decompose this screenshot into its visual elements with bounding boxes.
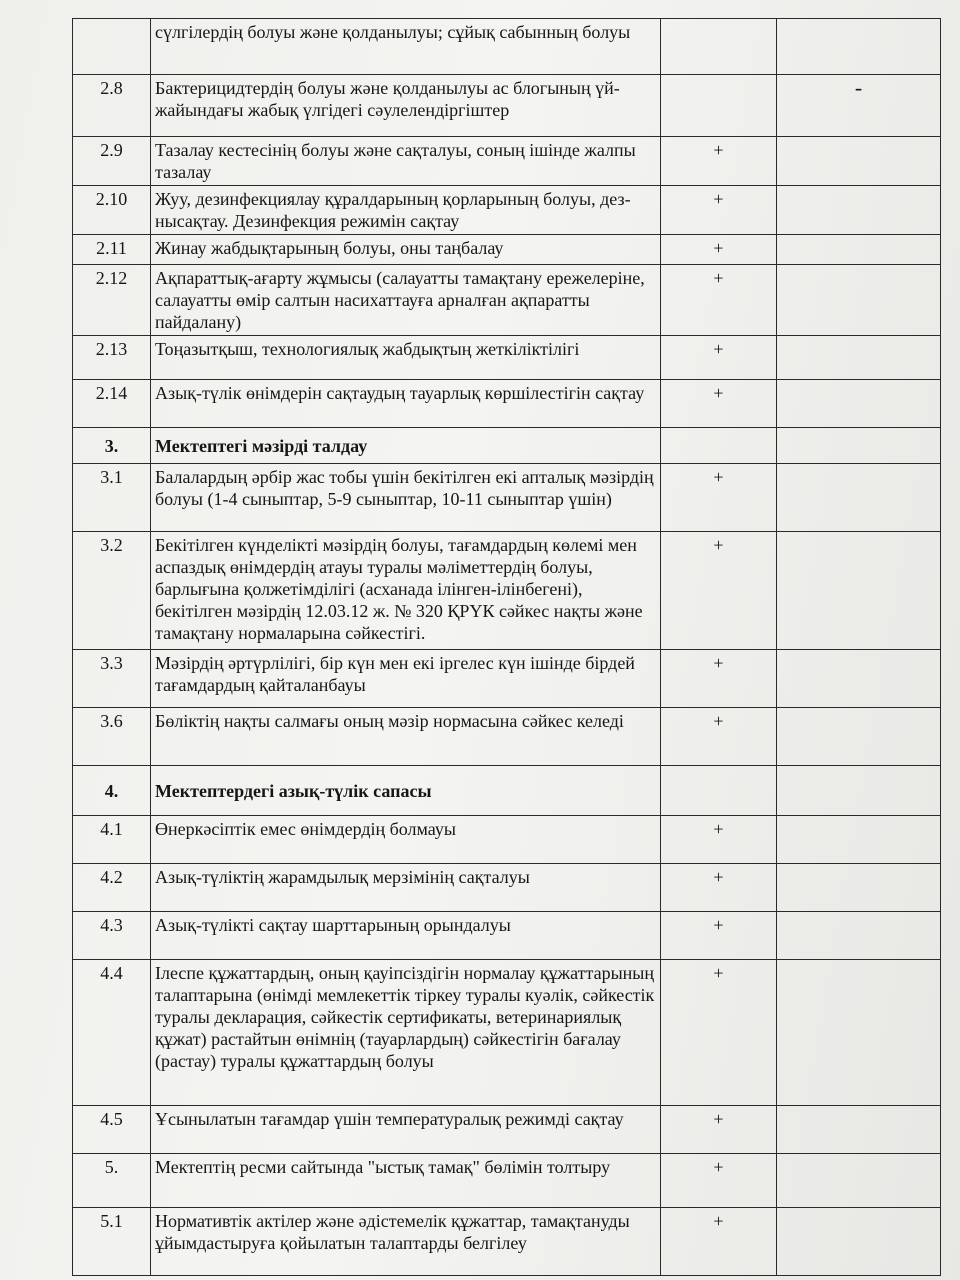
row-mark-secondary — [777, 19, 941, 75]
table-row — [73, 1208, 941, 1276]
row-mark: + — [661, 960, 777, 1106]
row-mark: + — [661, 186, 777, 235]
row-number: 3.2 — [73, 532, 151, 650]
row-number: 4.3 — [73, 912, 151, 960]
row-description: Ілеспе құжаттардың, оның қауіпсіздігін нормалау құжаттарының талаптарына (өнімді мемлекеттік тіркеу туралы куәлік, сәйкестік туралы декларация, сәйкестік сертификаты, ветеринариялық құжат) растайтын өнімнің (тауарлардың) сәйкестігін бағалау (растау) туралы құжаттардың болуы — [151, 960, 661, 1106]
row-description: Тоңазытқыш, технологиялық жабдықтың жеткіліктілігі — [151, 336, 661, 380]
row-description: сүлгілердің болуы және қолданылуы; сұйық сабынның болуы — [151, 19, 661, 75]
row-number — [73, 19, 151, 75]
row-mark-secondary — [777, 816, 941, 864]
row-description: Мектептің ресми сайтында "ыстық тамақ" бөлімін толтыру — [151, 1154, 661, 1208]
table-row — [73, 816, 941, 864]
table-row — [73, 19, 941, 75]
row-number: 2.8 — [73, 75, 151, 137]
row-description: Азық-түлік өнімдерін сақтаудың тауарлық көршілестігін сақтау — [151, 380, 661, 428]
row-mark: + — [661, 650, 777, 708]
row-mark — [661, 428, 777, 464]
inspection-checklist-table — [72, 18, 941, 1276]
table-row — [73, 75, 941, 137]
row-mark-secondary — [777, 864, 941, 912]
row-mark: + — [661, 137, 777, 186]
row-number: 2.9 — [73, 137, 151, 186]
row-number: 3.6 — [73, 708, 151, 766]
row-description: Балалардың әрбір жас тобы үшін бекітілген екі апталық мәзірдің болуы (1-4 сыныптар, 5-9 сыныптар, 10-11 сыныптар үшін) — [151, 464, 661, 532]
row-number: 2.11 — [73, 235, 151, 265]
row-description: Азық-түліктің жарамдылық мерзімінің сақталуы — [151, 864, 661, 912]
table-row — [73, 650, 941, 708]
table-row — [73, 708, 941, 766]
table-row — [73, 380, 941, 428]
row-description: Бактерицидтердің болуы және қолданылуы ас блогының үй-жайындағы жабық үлгідегі сәулелендіргіштер — [151, 75, 661, 137]
table-row — [73, 186, 941, 235]
table-row — [73, 464, 941, 532]
row-mark — [661, 75, 777, 137]
row-number: 2.13 — [73, 336, 151, 380]
table-row — [73, 235, 941, 265]
row-mark: + — [661, 864, 777, 912]
row-description: Жуу, дезинфекциялау құралдарының қорларының болуы, дез-нысақтау. Дезинфекция режимін сақтау — [151, 186, 661, 235]
row-description: Бекітілген күнделікті мәзірдің болуы, тағамдардың көлемі мен аспаздық өнімдердің атауы туралы мәліметтердің болуы, барлығына қолжетімділігі (асханада ілінген-ілінбегені), бекітілген мәзірдің 12.03.12 ж. № 320 ҚРҮК сәйкес нақты және тамақтану нормаларына сәйкестігі. — [151, 532, 661, 650]
row-mark-secondary — [777, 532, 941, 650]
row-number: 5.1 — [73, 1208, 151, 1276]
table-row — [73, 137, 941, 186]
row-mark-secondary — [777, 380, 941, 428]
row-number: 2.10 — [73, 186, 151, 235]
table-row — [73, 532, 941, 650]
row-description: Мәзірдің әртүрлілігі, бір күн мен екі іргелес күн ішінде бірдей тағамдардың қайталанбауы — [151, 650, 661, 708]
row-mark: + — [661, 235, 777, 265]
row-description: Азық-түлікті сақтау шарттарының орындалуы — [151, 912, 661, 960]
row-mark-secondary — [777, 235, 941, 265]
row-mark: + — [661, 912, 777, 960]
section-number: 4. — [73, 766, 151, 816]
row-description: Ақпараттық-ағарту жұмысы (салауатты тамақтану ережелеріне, салауатты өмір салтын насихаттауға арналған ақпаратты пайдалану) — [151, 265, 661, 336]
row-mark-secondary — [777, 912, 941, 960]
row-mark-secondary: - — [777, 75, 941, 137]
row-mark: + — [661, 265, 777, 336]
row-number: 4.1 — [73, 816, 151, 864]
row-mark: + — [661, 464, 777, 532]
row-mark-secondary — [777, 186, 941, 235]
row-description: Тазалау кестесінің болуы және сақталуы, соның ішінде жалпы тазалау — [151, 137, 661, 186]
table-row — [73, 336, 941, 380]
row-mark — [661, 766, 777, 816]
section-title: Мектептегі мәзірді талдау — [151, 428, 661, 464]
row-mark-secondary — [777, 265, 941, 336]
row-mark: + — [661, 532, 777, 650]
row-description: Бөліктің нақты салмағы оның мәзір нормасына сәйкес келеді — [151, 708, 661, 766]
row-mark-secondary — [777, 650, 941, 708]
row-description: Нормативтік актілер және әдістемелік құжаттар, тамақтануды ұйымдастыруға қойылатын талаптарды белгілеу — [151, 1208, 661, 1276]
row-mark: + — [661, 380, 777, 428]
row-description: Ұсынылатын тағамдар үшін температуралық режимді сақтау — [151, 1106, 661, 1154]
row-mark-secondary — [777, 960, 941, 1106]
row-mark: + — [661, 708, 777, 766]
row-mark-secondary — [777, 1208, 941, 1276]
section-header-row — [73, 766, 941, 816]
row-mark-secondary — [777, 336, 941, 380]
row-mark-secondary — [777, 1154, 941, 1208]
row-number: 4.4 — [73, 960, 151, 1106]
row-mark: + — [661, 1154, 777, 1208]
row-mark-secondary — [777, 766, 941, 816]
row-number: 3.3 — [73, 650, 151, 708]
row-description: Жинау жабдықтарының болуы, оны таңбалау — [151, 235, 661, 265]
row-mark: + — [661, 816, 777, 864]
table-row — [73, 265, 941, 336]
section-title: Мектептердегі азық-түлік сапасы — [151, 766, 661, 816]
table-row — [73, 912, 941, 960]
row-number: 3.1 — [73, 464, 151, 532]
row-number: 5. — [73, 1154, 151, 1208]
row-mark-secondary — [777, 1106, 941, 1154]
row-mark: + — [661, 336, 777, 380]
row-mark-secondary — [777, 137, 941, 186]
row-number: 4.2 — [73, 864, 151, 912]
section-number: 3. — [73, 428, 151, 464]
row-mark-secondary — [777, 708, 941, 766]
table-row — [73, 1106, 941, 1154]
row-mark-secondary — [777, 428, 941, 464]
row-description: Өнеркәсіптік емес өнімдердің болмауы — [151, 816, 661, 864]
section-header-row — [73, 428, 941, 464]
table-row — [73, 864, 941, 912]
row-number: 2.12 — [73, 265, 151, 336]
table-row — [73, 1154, 941, 1208]
row-mark — [661, 19, 777, 75]
row-mark: + — [661, 1208, 777, 1276]
row-mark-secondary — [777, 464, 941, 532]
row-number: 2.14 — [73, 380, 151, 428]
table-row — [73, 960, 941, 1106]
row-mark: + — [661, 1106, 777, 1154]
row-number: 4.5 — [73, 1106, 151, 1154]
